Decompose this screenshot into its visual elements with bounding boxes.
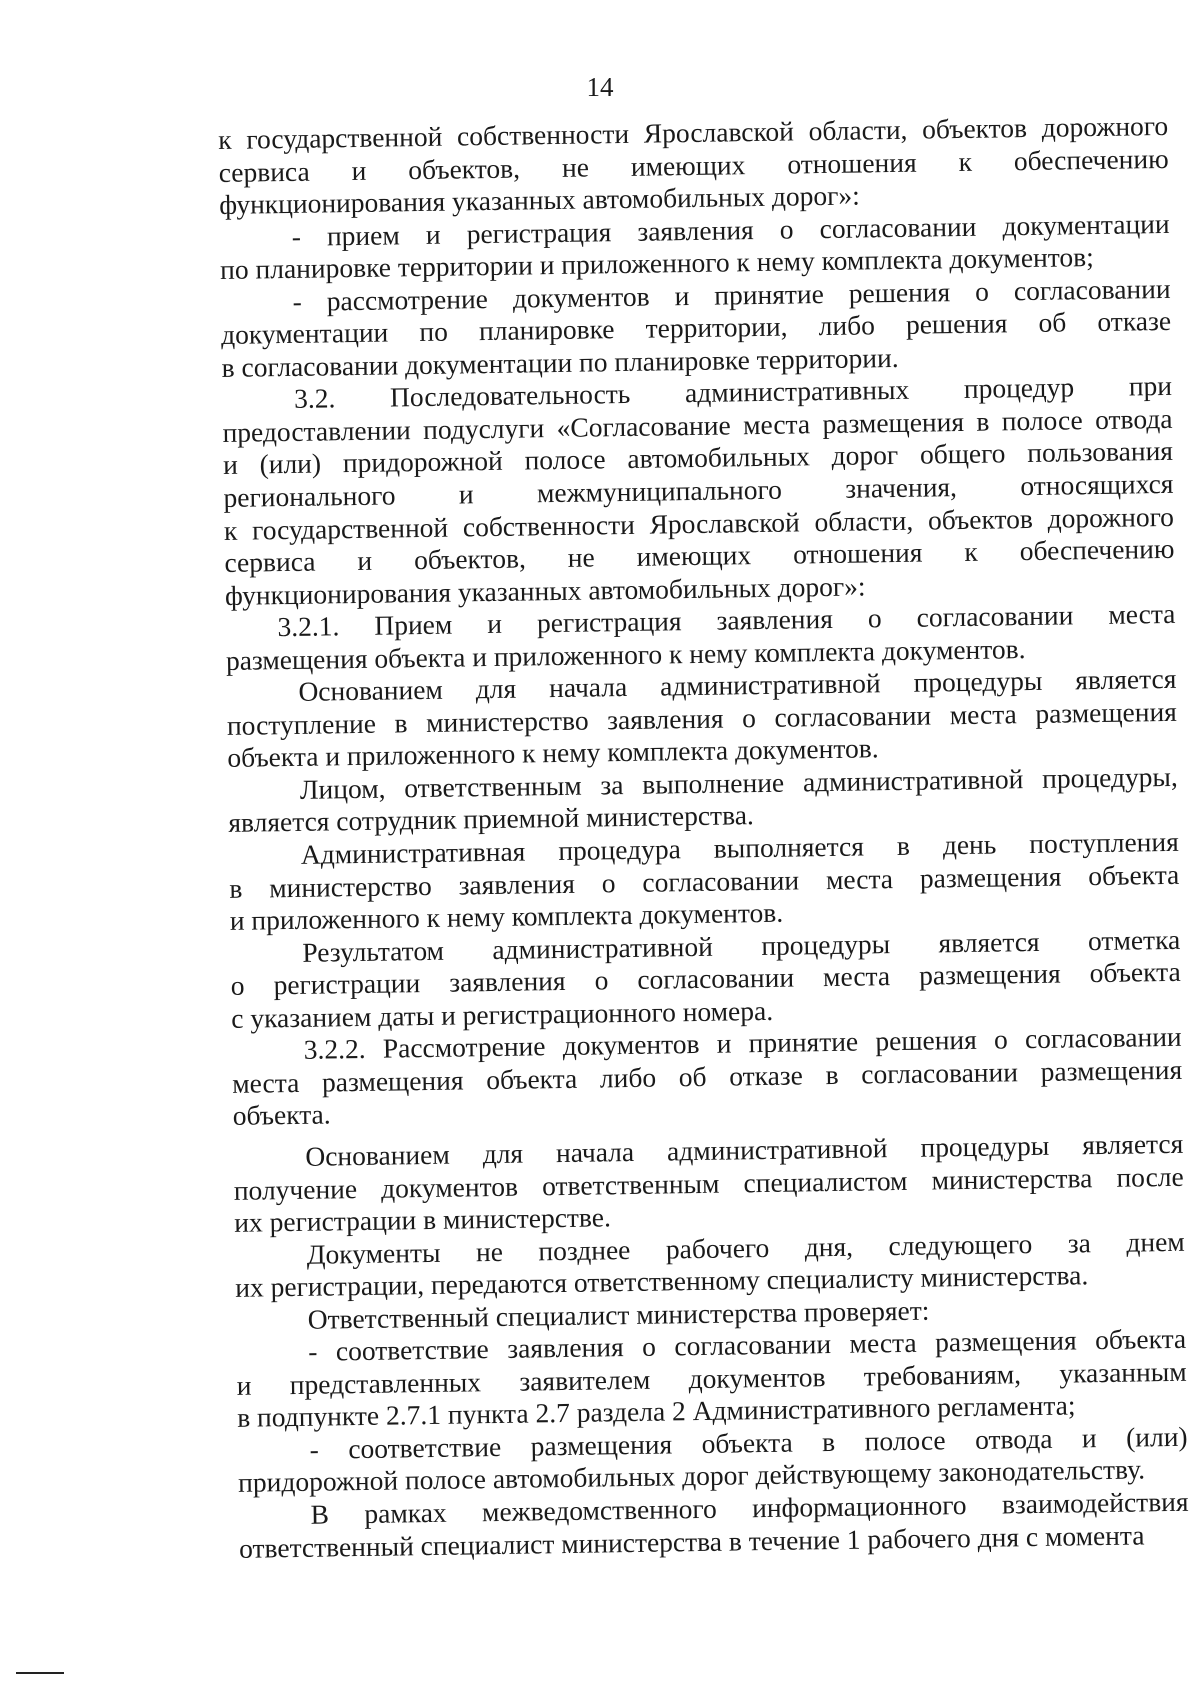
list-item: - прием и регистрация заявления о согласовании документации [291, 207, 1170, 252]
text-line: получение документов ответственным специалистом министерства после [233, 1160, 1184, 1206]
text-line: и (или) придорожной полосе автомобильных дорог общего пользования [222, 435, 1174, 481]
text-line: с указанием даты и регистрационного номера. [231, 994, 774, 1034]
text-line: по планировке территории и приложенного к нему комплекта документов; [219, 241, 1094, 286]
section-heading-3-2-1: 3.2.1. Прием и регистрация заявления о согласовании места [277, 598, 1176, 643]
paragraph-start: Административная процедура выполняется в день поступления [300, 825, 1179, 870]
text-line: в министерство заявления о согласовании места размещения объекта [229, 858, 1180, 904]
text-line: в согласовании документации по планировке территории. [221, 341, 899, 383]
paragraph-start: В рамках межведомственного информационного взаимодействия [310, 1485, 1189, 1530]
text-line: к государственной собственности Ярославской области, объектов дорожного [218, 109, 1169, 155]
paragraph-start: Основанием для начала административной процедуры является [298, 663, 1177, 708]
text-line: придорожной полосе автомобильных дорог действующему законодательству. [237, 1453, 1146, 1499]
text-line: и представленных заявителем документов требованиям, указанным [236, 1355, 1187, 1401]
text-line: ответственный специалист министерства в течение 1 рабочего дня с момента [238, 1518, 1145, 1564]
paragraph-start: Ответственный специалист министерства проверяет: [307, 1294, 930, 1335]
paragraph-start: Лицом, ответственным за выполнение административной процедуры, [299, 760, 1179, 805]
text-line: объекта и приложенного к нему комплекта документов. [227, 732, 879, 774]
text-line: функционирования указанных автомобильных дорог»: [224, 570, 866, 611]
text-line: и приложенного к нему комплекта документов. [229, 896, 784, 937]
paragraph-start: Документы не позднее рабочего дня, следующего за днем [306, 1225, 1185, 1270]
text-line: является сотрудник приемной министерства. [228, 799, 755, 839]
text-line: предоставлении подуслуги «Согласование места размещения в полосе отвода [222, 402, 1173, 448]
list-item: - рассмотрение документов и принятие решения о согласовании [292, 272, 1171, 317]
text-line: объекта. [232, 1098, 331, 1132]
scan-margin-mark [16, 1672, 64, 1674]
text-line: в подпункте 2.7.1 пункта 2.7 раздела 2 Административного регламента; [236, 1389, 1076, 1434]
list-item: - соответствие размещения объекта в полосе отвода и (или) [309, 1420, 1188, 1465]
text-line: регионального и межмуниципального значения, относящихся [223, 467, 1174, 513]
text-line: поступление в министерство заявления о согласовании места размещения [226, 695, 1178, 741]
text-line: о регистрации заявления о согласовании места размещения объекта [230, 956, 1181, 1002]
text-line: размещения объекта и приложенного к нему комплекта документов. [225, 632, 1026, 676]
text-line: к государственной собственности Ярославской области, объектов дорожного [223, 500, 1175, 546]
page-number: 14 [586, 72, 614, 102]
list-item: - соответствие заявления о согласовании места размещения объекта [307, 1323, 1187, 1368]
section-heading-3-2: 3.2. Последовательность административных процедур при [293, 370, 1173, 415]
text-line: их регистрации, передаются ответственному специалисту министерства. [235, 1259, 1089, 1304]
paragraph-start: Основанием для начала административной процедуры является [305, 1127, 1184, 1172]
paragraph-start: Результатом административной процедуры является отметка [302, 923, 1181, 968]
text-line: функционирования указанных автомобильных дорог»: [218, 179, 860, 221]
text-line: сервиса и объектов, не имеющих отношения к обеспечению [224, 532, 1175, 579]
section-heading-3-2-2: 3.2.2. Рассмотрение документов и принятие решения о согласовании [303, 1021, 1182, 1066]
text-line: их регистрации в министерстве. [234, 1201, 612, 1238]
text-line: места размещения объекта либо об отказе в согласовании размещения [232, 1053, 1183, 1099]
document-body [218, 110, 1189, 1565]
text-line: документации по планировке территории, либо решения об отказе [220, 305, 1172, 351]
text-line: сервиса и объектов, не имеющих отношения к обеспечению [218, 142, 1169, 188]
